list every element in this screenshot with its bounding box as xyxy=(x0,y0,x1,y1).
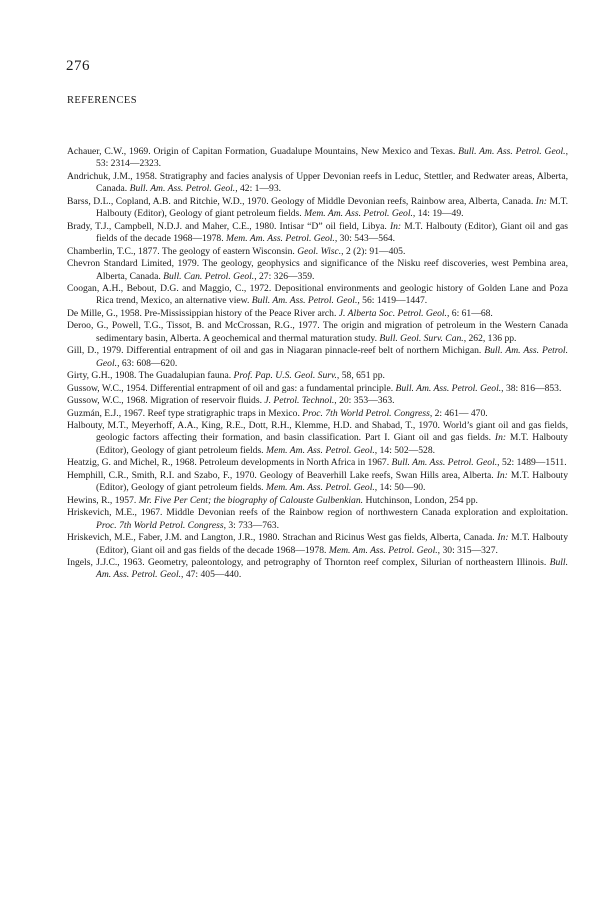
reference-item: Ingels, J.J.C., 1963. Geometry, paleontology, and petrography of Thornton reef complex, Silurian of northeastern Illinois. Bull. Am. Ass. Petrol. Geol., 47: 405—440. xyxy=(67,556,568,581)
reference-item: Chamberlin, T.C., 1877. The geology of eastern Wisconsin. Geol. Wisc., 2 (2): 91—405. xyxy=(67,245,406,257)
reference-item: Hemphill, C.R., Smith, R.I. and Szabo, F., 1970. Geology of Beaverhill Lake reefs, Swan Hills area, Alberta. In: M.T. Halbouty (Editor), Geology of giant petroleum fields. Mem. Am. Ass. Petrol. Geol., 14: 50—90. xyxy=(67,469,568,494)
reference-item: Barss, D.L., Copland, A.B. and Ritchie, W.D., 1970. Geology of Middle Devonian reefs, Rainbow area, Alberta, Canada. In: M.T. Halbouty (Editor), Geology of giant petroleum fields. Mem. Am. Ass. Petrol. Geol., 14: 19—49. xyxy=(67,195,568,220)
reference-item: Achauer, C.W., 1969. Origin of Capitan Formation, Guadalupe Mountains, New Mexico and Texas. Bull. Am. Ass. Petrol. Geol., 53: 2314—2323. xyxy=(67,146,568,170)
reference-item: Deroo, G., Powell, T.G., Tissot, B. and McCrossan, R.G., 1977. The origin and migration of petroleum in the Western Canada sedimentary basin, Alberta. A geochemical and thermal maturation study. Bull. Geol. Surv. Can., 262, 136 pp. xyxy=(67,320,568,344)
reference-item: Halbouty, M.T., Meyerhoff, A.A., King, R.E., Dott, R.H., Klemme, H.D. and Shabad, T., 1970. World’s giant oil and gas fields, geologic factors affecting their formation, and basin classification. Part I. Giant oil and gas fields. In: M.T. Halbouty (Editor), Geology of giant petroleum fields. Mem. Am. Ass. Petrol. Geol., 14: 502—528. xyxy=(67,419,568,456)
reference-item: Hriskevich, M.E., Faber, J.M. and Langton, J.R., 1980. Strachan and Ricinus West gas fields, Alberta, Canada. In: M.T. Halbouty (Editor), Giant oil and gas fields of the decade 1968—1978. Mem. Am. Ass. Petrol. Geol., 30: 315—327. xyxy=(67,532,568,556)
reference-item: Gussow, W.C., 1968. Migration of reservoir fluids. J. Petrol. Technol., 20: 353—363. xyxy=(67,395,395,407)
reference-item: Hewins, R., 1957. Mr. Five Per Cent; the biography of Calouste Gulbenkian. Hutchinson, London, 254 pp. xyxy=(67,494,478,506)
reference-item: Brady, T.J., Campbell, N.D.J. and Maher, C.E., 1980. Intisar “D” oil field, Libya. In: M.T. Halbouty (Editor), Giant oil and gas fields of the decade 1968—1978. Mem. Am. Ass. Petrol. Geol., 30: 543—564. xyxy=(67,220,568,245)
reference-item: Gill, D., 1979. Differential entrapment of oil and gas in Niagaran pinnacle-reef belt of northern Michigan. Bull. Am. Ass. Petrol. Geol., 63: 608—620. xyxy=(67,345,568,369)
reference-list xyxy=(67,146,568,582)
reference-item: Chevron Standard Limited, 1979. The geology, geophysics and significance of the Nisku reef discoveries, west Pembina area, Alberta, Canada. Bull. Can. Petrol. Geol., 27: 326—359. xyxy=(67,258,568,282)
reference-item: Guzmán, E.J., 1967. Reef type stratigraphic traps in Mexico. Proc. 7th World Petrol. Congress, 2: 461— 470. xyxy=(67,407,488,419)
reference-item: Hriskevich, M.E., 1967. Middle Devonian reefs of the Rainbow region of northwestern Canada exploration and exploitation. Proc. 7th World Petrol. Congress, 3: 733—763. xyxy=(67,507,568,531)
page-number: 276 xyxy=(66,58,90,74)
reference-item: De Mille, G., 1958. Pre-Mississippian history of the Peace River arch. J. Alberta Soc. Petrol. Geol., 6: 61—68. xyxy=(67,307,493,319)
section-heading: REFERENCES xyxy=(67,95,137,106)
reference-item: Coogan, A.H., Bebout, D.G. and Maggio, C., 1972. Depositional environments and geologic history of Golden Lane and Poza Rica trend, Mexico, an alternative view. Bull. Am. Ass. Petrol. Geol., 56: 1419—1447. xyxy=(67,282,568,307)
reference-item: Heatzig, G. and Michel, R., 1968. Petroleum developments in North Africa in 1967. Bull. Am. Ass. Petrol. Geol., 52: 1489—1511. xyxy=(67,457,567,469)
reference-item: Andrichuk, J.M., 1958. Stratigraphy and facies analysis of Upper Devonian reefs in Leduc, Stettler, and Redwater areas, Alberta, Canada. Bull. Am. Ass. Petrol. Geol., 42: 1—93. xyxy=(67,170,568,195)
reference-item: Girty, G.H., 1908. The Guadalupian fauna. Prof. Pap. U.S. Geol. Surv., 58, 651 pp. xyxy=(67,370,385,382)
reference-item: Gussow, W.C., 1954. Differential entrapment of oil and gas: a fundamental principle. Bull. Am. Ass. Petrol. Geol., 38: 816—853. xyxy=(67,382,562,394)
